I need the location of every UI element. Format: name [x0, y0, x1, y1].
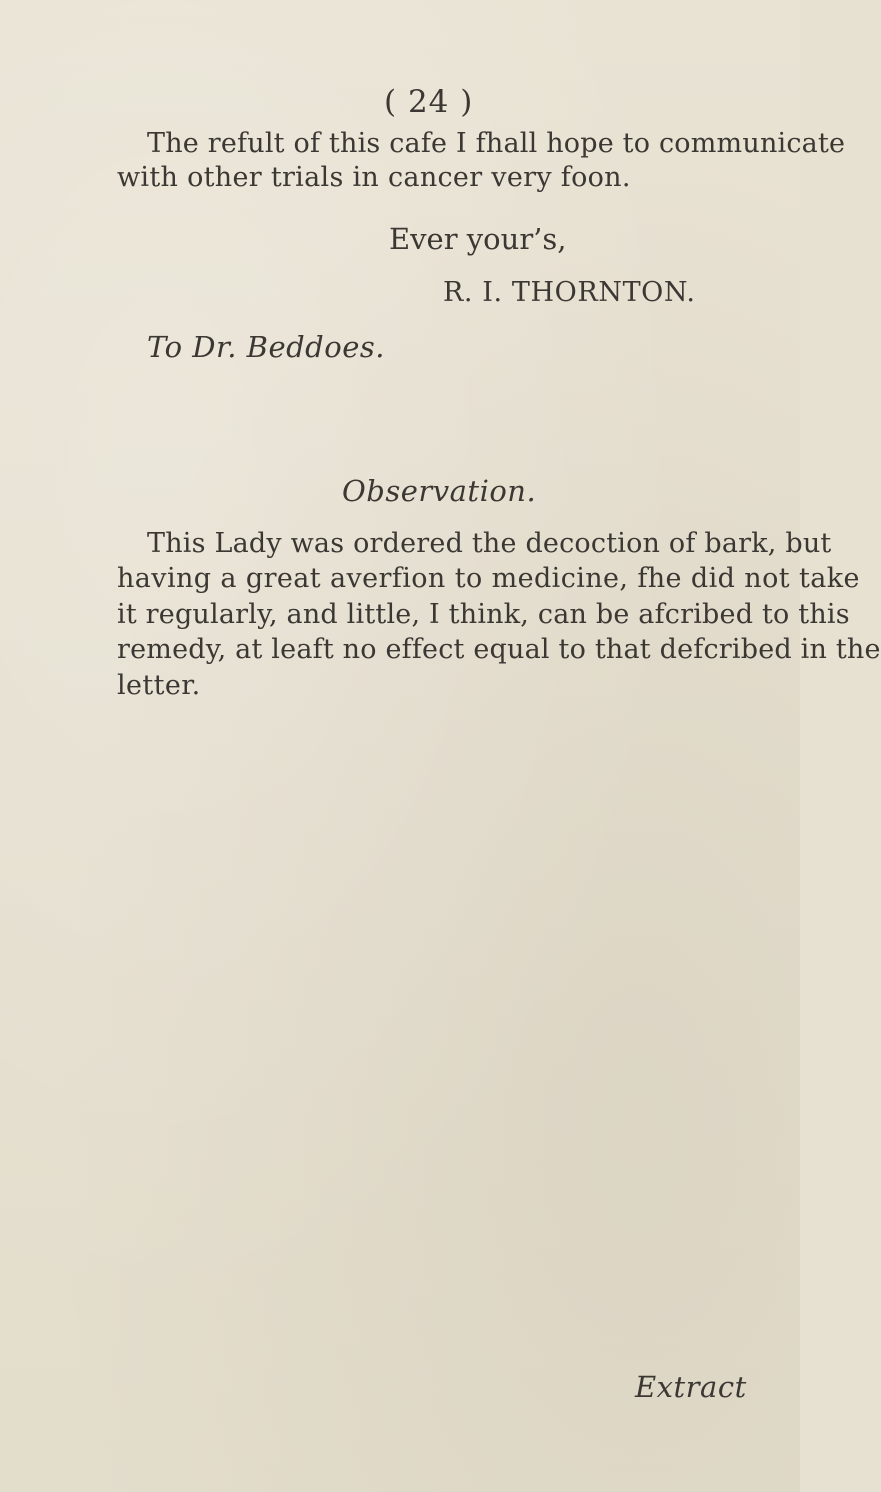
catchword: Extract: [635, 1370, 747, 1404]
observation-body-line: having a great averfion to medicine, fhe did not take: [117, 563, 860, 594]
letter-paragraph-line: The refult of this cafe I fhall hope to communicate: [147, 128, 846, 159]
page-number: ( 24 ): [384, 84, 474, 120]
observation-heading: Observation.: [342, 474, 537, 508]
observation-body-line: This Lady was ordered the decoction of bark, but: [147, 528, 832, 559]
observation-body-line: letter.: [117, 670, 201, 701]
letter-addressee: To Dr. Beddoes.: [147, 330, 385, 364]
letter-paragraph-line: with other trials in cancer very foon.: [117, 162, 631, 193]
letter-signature: R. I. THORNTON.: [443, 277, 696, 308]
letter-closing: Ever your’s,: [389, 222, 567, 256]
observation-body-line: it regularly, and little, I think, can be afcribed to this: [117, 599, 850, 630]
observation-body-line: remedy, at leaft no effect equal to that defcribed in the: [117, 634, 881, 665]
